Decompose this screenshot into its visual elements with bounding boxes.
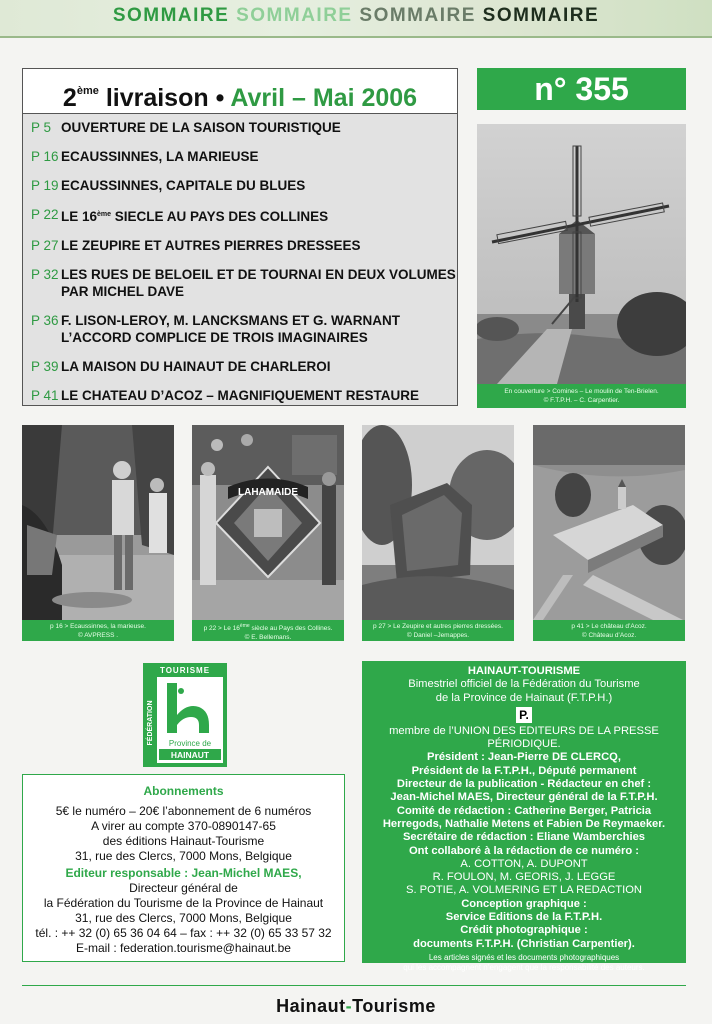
logo-lettering: Province de (168, 739, 212, 748)
footer-title (0, 996, 712, 1017)
toc-title-line: LES RUES DE BELOEIL ET DE TOURNAI EN DEUX VOLUMES (61, 267, 456, 282)
toc-title: LE CHATEAU D’ACOZ – MAGNIFIQUEMENT RESTAURE (61, 388, 420, 403)
toc-title (61, 206, 328, 225)
toc-title-part: LE 16 (61, 209, 98, 224)
toc-item[interactable] (31, 358, 457, 375)
toc-page: P 19 (31, 178, 59, 193)
imprint-line: membre de l’UNION DES EDITEURS DE LA PRESSE PÉRIODIQUE. (389, 724, 659, 751)
toc-list (23, 114, 457, 404)
toc-item[interactable] (31, 177, 457, 194)
editor-line: la Fédération du Tourisme de la Province de Hainaut (43, 896, 324, 910)
imprint-line: Conception graphique : (461, 897, 587, 910)
toc-title: ECAUSSINNES, LA MARIEUSE (61, 149, 259, 164)
imprint-line: Comité de rédaction : Catherine Berger, Patricia (396, 804, 652, 817)
subscription-line: 31, rue des Clercs, 7000 Mons, Belgique (75, 849, 292, 863)
toc-item[interactable] (31, 206, 457, 225)
toc-page: P 32 (31, 267, 59, 282)
toc-item[interactable] (31, 237, 457, 254)
toc-page: P 41 (31, 388, 59, 403)
imprint-line: Herregods, Nathalie Metens et Fabien De Reymaeker. (382, 817, 666, 830)
caption-line: p 27 > Le Zeupire et autres pierres dressées. (373, 623, 503, 630)
caption-line (192, 622, 344, 633)
caption-line: En couverture > Comines – Le moulin de Ten-Brielen. (504, 388, 659, 395)
press-union-logo: P. (516, 707, 532, 723)
caption-line: p 41 > Le château d’Acoz. (571, 623, 647, 630)
footer-word: Tourisme (352, 996, 436, 1016)
toc-item[interactable] (31, 312, 457, 346)
banner-word: SOMMAIRE (482, 5, 600, 26)
photo-lahamaide (192, 425, 344, 620)
footer-dash: - (345, 996, 353, 1016)
banner-word: SOMMAIRE (112, 5, 230, 26)
editor-line: tél. : ++ 32 (0) 65 36 04 64 – fax : ++ 32 (0) 65 33 57 32 (35, 926, 332, 940)
imprint-line: Secrétaire de rédaction : Eliane Wamberchies (402, 831, 646, 844)
header-banner (0, 0, 712, 38)
photo-caption (192, 620, 344, 641)
cover-photo-windmill (477, 124, 686, 384)
toc-item[interactable] (31, 387, 457, 404)
imprint-line: Service Editions de la F.T.P.H. (445, 911, 603, 924)
banner-lettering: LAHAMAIDE (238, 487, 298, 498)
imprint-line: Bimestriel officiel de la Fédération du Tourisme (408, 678, 640, 691)
caption-line: © AVPRESS . (77, 632, 119, 639)
imprint-line: Crédit photographique : (460, 924, 588, 937)
toc-page: P 5 (31, 120, 52, 135)
imprint-line: S. POTIE, A. VOLMERING ET LA REDACTION (405, 884, 643, 897)
editor-email[interactable]: E-mail : federation.tourisme@hainaut.be (76, 941, 291, 955)
imprint-box (362, 661, 686, 972)
issue-part-word: livraison (105, 84, 209, 112)
toc-title: ECAUSSINNES, CAPITALE DU BLUES (61, 178, 306, 193)
caption-line: © E. Bellemans. (244, 634, 292, 642)
imprint-line: R. FOULON, M. GEORIS, J. LEGGE (432, 871, 616, 884)
toc-page: P 16 (31, 149, 59, 164)
toc-title: LE ZEUPIRE ET AUTRES PIERRES DRESSEES (61, 238, 361, 253)
logo-lettering: HAINAUT (170, 750, 210, 760)
toc-item[interactable] (31, 266, 457, 300)
table-of-contents (22, 68, 458, 406)
subscription-title: Abonnements (143, 784, 224, 798)
banner-word: SOMMAIRE (236, 5, 353, 26)
editor-title: Editeur responsable : Jean-Michel MAES, (65, 866, 302, 880)
ordinal-suffix: ème (76, 85, 99, 97)
caption-line: © Château d’Acoz. (581, 632, 637, 639)
caption-line: © Daniel –Jemappes. (406, 632, 470, 639)
imprint-note: Les articles signés et les documents photographiques (428, 952, 620, 962)
ordinal-suffix: ème (97, 211, 112, 218)
toc-page: P 27 (31, 238, 59, 253)
logo-lettering: TOURISME (159, 666, 211, 675)
caption-part: p 22 > Le 16 (203, 625, 240, 633)
subscription-line: 5€ le numéro – 20€ l’abonnement de 6 numéros (55, 804, 312, 818)
subscription-box (22, 774, 345, 962)
bullet: • (215, 84, 225, 112)
toc-item[interactable] (31, 148, 457, 165)
issue-part-number: 2 (62, 84, 77, 112)
banner-title (0, 5, 712, 27)
editor-line: Directeur général de (129, 881, 238, 895)
imprint-line: A. COTTON, A. DUPONT (460, 857, 588, 870)
caption-part: siècle au Pays des Collines. (249, 625, 333, 633)
caption-line: © F.T.P.H. – C. Carpentier. (543, 397, 620, 404)
toc-page: P 22 (31, 207, 59, 222)
toc-title (61, 312, 400, 346)
imprint-line: Jean-Michel MAES, Directeur général de la F.T.P.H. (390, 791, 658, 804)
toc-title: OUVERTURE DE LA SAISON TOURISTIQUE (61, 120, 341, 135)
editor-line: 31, rue des Clercs, 7000 Mons, Belgique (75, 911, 292, 925)
issue-period: Avril – Mai 2006 (230, 84, 418, 112)
toc-title (61, 266, 456, 300)
photo-chateau-acoz (533, 425, 685, 620)
ordinal-suffix: ème (239, 623, 250, 629)
toc-item[interactable] (31, 119, 457, 136)
photo-caption (22, 620, 174, 641)
federation-tourisme-logo (143, 663, 227, 767)
toc-title-line: PAR MICHEL DAVE (61, 284, 185, 299)
toc-title-line: L’ACCORD COMPLICE DE TROIS IMAGINAIRES (61, 330, 368, 345)
photo-zeupire-stone (362, 425, 514, 620)
imprint-note: qui les accompagnent n’engagent que la responsabilité des auteurs. (403, 962, 645, 972)
toc-title: LA MAISON DU HAINAUT DE CHARLEROI (61, 359, 331, 374)
toc-title-line: F. LISON-LEROY, M. LANCKSMANS ET G. WARNANT (61, 313, 400, 328)
footer-rule (22, 985, 686, 986)
toc-title-part: SIECLE AU PAYS DES COLLINES (111, 209, 329, 224)
imprint-line: Directeur de la publication - Rédacteur en chef : (396, 778, 652, 791)
imprint-title: HAINAUT-TOURISME (467, 665, 581, 677)
subscription-line: des éditions Hainaut-Tourisme (102, 834, 265, 848)
banner-word: SOMMAIRE (359, 5, 476, 26)
photo-caption (362, 620, 514, 641)
imprint-line: de la Province de Hainaut (F.T.P.H.) (435, 691, 613, 704)
issue-number: n° 355 (477, 68, 686, 110)
toc-page: P 39 (31, 359, 59, 374)
imprint-line: Président de la F.T.P.H., Député permanent (411, 764, 637, 777)
imprint-line: documents F.T.P.H. (Christian Carpentier). (413, 937, 635, 950)
caption-line: p 16 > Ecaussinnes, la marieuse. (50, 623, 146, 630)
photo-caption (533, 620, 685, 641)
imprint-line: Président : Jean-Pierre DE CLERCQ, (427, 751, 621, 764)
subscription-line: A virer au compte 370-0890147-65 (91, 819, 276, 833)
toc-heading (23, 69, 457, 114)
cover-caption (477, 384, 686, 408)
logo-lettering: FÉDÉRATION (147, 700, 154, 746)
footer-word: Hainaut (276, 996, 346, 1016)
imprint-line: Ont collaboré à la rédaction de ce numéro : (408, 844, 640, 857)
toc-page: P 36 (31, 313, 59, 328)
photo-ecaussinnes (22, 425, 174, 620)
